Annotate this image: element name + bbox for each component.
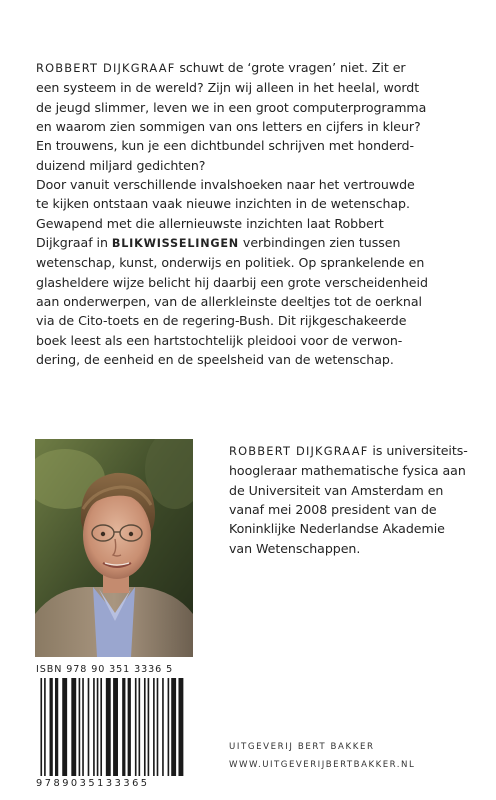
barcode-bar (144, 678, 146, 776)
barcode-bar (168, 678, 170, 776)
back-cover-blurb (36, 58, 466, 370)
barcode-bar (135, 678, 137, 776)
publisher-website[interactable]: WWW.UITGEVERIJBERTBAKKER.NL (229, 760, 416, 770)
barcode-bar (71, 678, 76, 776)
book-title: BLIKWISSELINGEN (111, 237, 239, 251)
barcode-bar (157, 678, 159, 776)
barcode-bar (40, 678, 42, 776)
barcode-bar (44, 678, 46, 776)
barcode-bar (162, 678, 164, 776)
barcode-bar (178, 678, 183, 776)
isbn-barcode (35, 678, 193, 776)
barcode-bar (50, 678, 53, 776)
bio-line: ROBBERT DIJKGRAAF is universiteits- (229, 443, 468, 458)
bio-line: Koninklijke Nederlandse Akademie (229, 521, 445, 537)
blurb-line: boek leest als een hartstochtelijk pleidooi voor de verwon- (36, 332, 403, 348)
barcode-bar (122, 678, 125, 776)
blurb-line: ROBBERT DIJKGRAAF schuwt de ‘grote vragen’ niet. Zit er (36, 60, 406, 75)
author-photo (35, 439, 193, 657)
barcode-bar (139, 678, 141, 776)
blurb-line: en waarom zien sommigen van ons letters en cijfers in kleur? (36, 119, 421, 135)
barcode-digits: 9789035133365 (36, 778, 150, 789)
blurb-line: dering, de eenheid en de speelsheid van de wetenschap. (36, 352, 394, 368)
blurb-line: glasheldere wijze belicht hij daarbij een grote verscheidenheid (36, 274, 428, 290)
barcode-bar (171, 678, 176, 776)
blurb-line: Dijkgraaf in BLIKWISSELINGEN verbindingen zien tussen (36, 235, 401, 251)
barcode-bar (62, 678, 67, 776)
blurb-line: een systeem in de wereld? Zijn wij alleen in het heelal, wordt (36, 80, 420, 96)
isbn-label: ISBN 978 90 351 3336 5 (36, 664, 174, 675)
blurb-line: duizend miljard gedichten? (36, 157, 206, 173)
author-name: ROBBERT DIJKGRAAF (36, 61, 176, 75)
barcode-bar (79, 678, 81, 776)
bio-line: hoogleraar mathematische fysica aan (229, 463, 466, 479)
blurb-line: te kijken ontstaan vaak nieuwe inzichten in de wetenschap. (36, 196, 410, 212)
blurb-line: aan onderwerpen, van de allerkleinste deeltjes tot de oerknal (36, 294, 422, 310)
blurb-line: Door vanuit verschillende invalshoeken naar het vertrouwde (36, 177, 415, 193)
barcode-bar (148, 678, 150, 776)
bio-line: vanaf mei 2008 president van de (229, 502, 437, 518)
barcode-bar (55, 678, 58, 776)
blurb-line: via de Cito-toets en de regering-Bush. Dit rijkgeschakeerde (36, 313, 407, 329)
author-name: ROBBERT DIJKGRAAF (229, 444, 369, 458)
bio-line: van Wetenschappen. (229, 540, 361, 556)
barcode-bar (106, 678, 111, 776)
blurb-line: wetenschap, kunst, onderwijs en politiek. Op sprankelende en (36, 255, 425, 271)
blurb-line: de jeugd slimmer, leven we in een groot computerprogramma (36, 99, 427, 115)
barcode-bar (113, 678, 118, 776)
author-bio (229, 441, 479, 558)
barcode-bar (97, 678, 99, 776)
barcode-bar (88, 678, 90, 776)
barcode-bar (82, 678, 84, 776)
bio-line: de Universiteit van Amsterdam en (229, 482, 444, 498)
blurb-line: Gewapend met die allernieuwste inzichten laat Robbert (36, 215, 384, 231)
barcode-bar (93, 678, 95, 776)
barcode-bar (128, 678, 131, 776)
blurb-line: En trouwens, kun je een dichtbundel schrijven met honderd- (36, 138, 414, 154)
barcode-bar (100, 678, 102, 776)
publisher-name: UITGEVERIJ BERT BAKKER (229, 742, 375, 752)
barcode-bar (153, 678, 155, 776)
